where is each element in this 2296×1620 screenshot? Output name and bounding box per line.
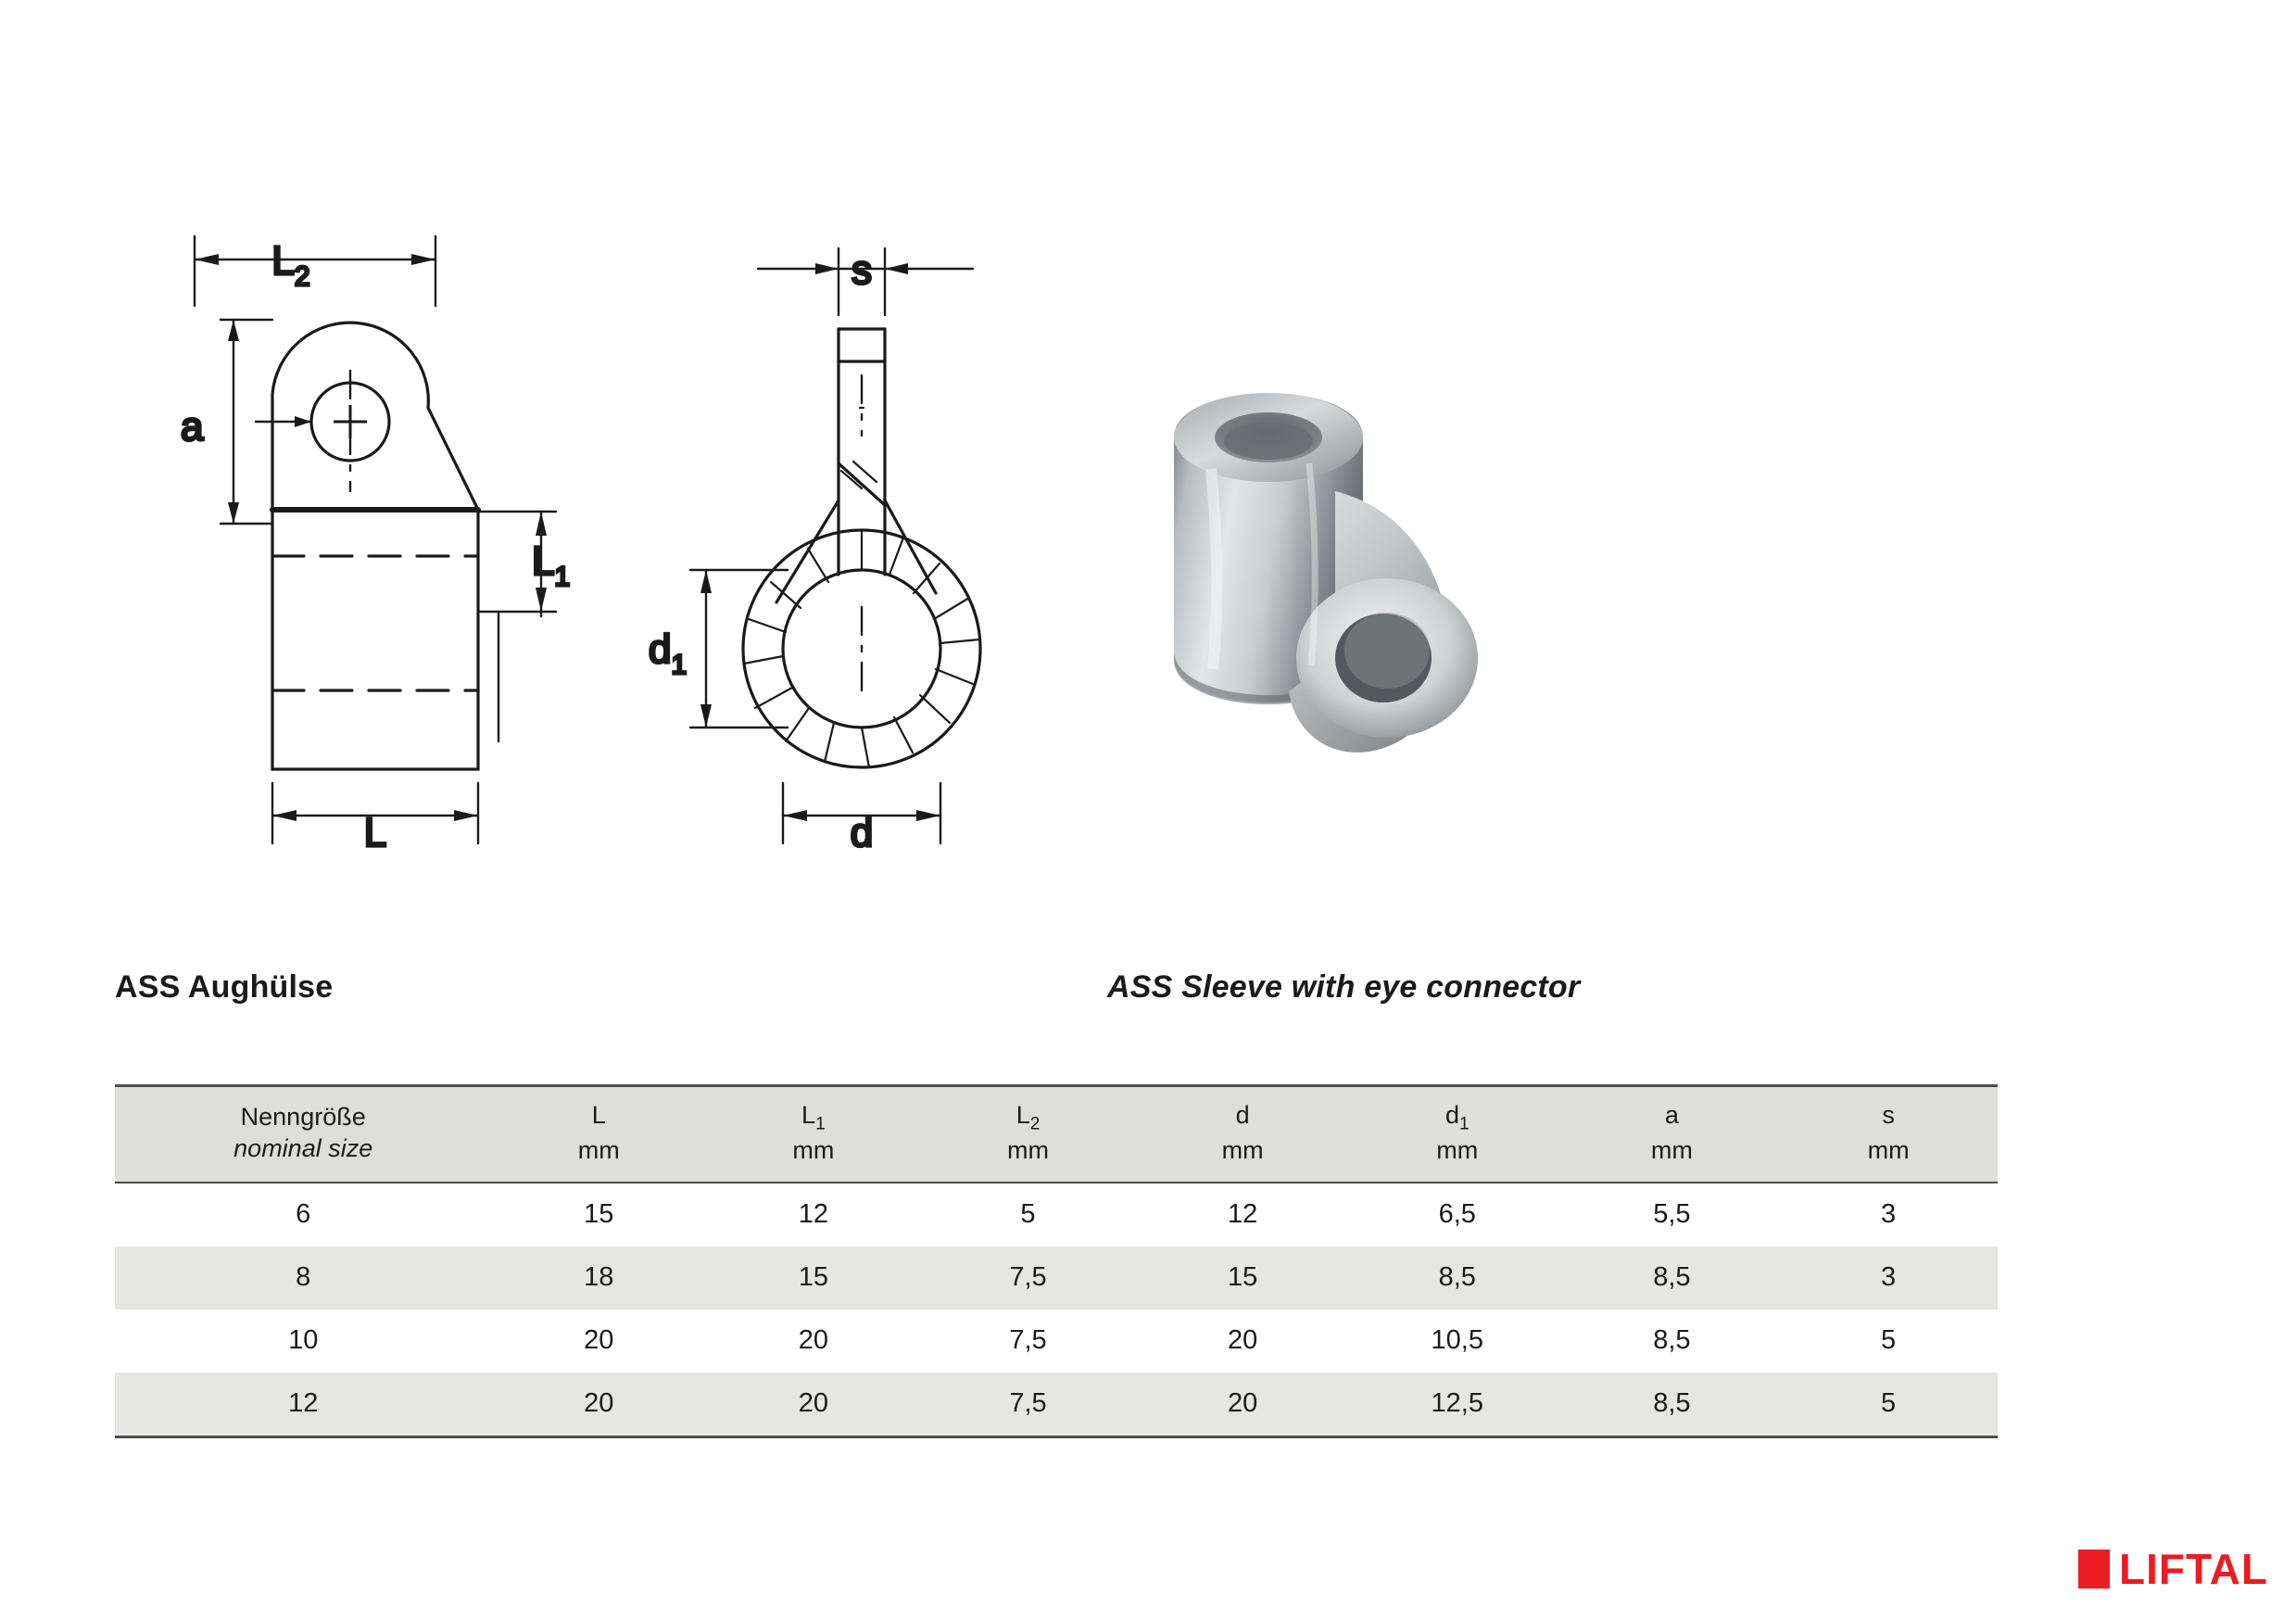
header-nominal-size-de: Nenngröße	[240, 1103, 366, 1132]
cell-value: 12	[706, 1183, 921, 1247]
product-photo-svg	[1154, 380, 1802, 778]
cell-value: 8,5	[1565, 1310, 1780, 1373]
cell-value: 20	[706, 1373, 921, 1436]
header-l	[491, 1086, 706, 1183]
cell-nominal-size: 10	[115, 1310, 491, 1373]
label-l2: $L_2$	[271, 238, 310, 292]
cell-value: 12,5	[1350, 1373, 1565, 1436]
header-s	[1779, 1086, 1998, 1183]
cell-value: 12	[1135, 1183, 1350, 1247]
cell-value: 20	[491, 1310, 706, 1373]
cell-value: 8,5	[1565, 1247, 1780, 1310]
table-bottom-rule	[115, 1436, 1998, 1438]
cell-value: 20	[491, 1373, 706, 1436]
dim-d1	[690, 570, 788, 728]
header-d1	[1350, 1086, 1565, 1183]
spec-table-header-row	[115, 1086, 1998, 1183]
cell-value: 3	[1779, 1247, 1998, 1310]
header-l1	[706, 1086, 921, 1183]
label-l: L	[363, 810, 387, 855]
cell-value: 20	[1135, 1310, 1350, 1373]
cell-value: 20	[706, 1310, 921, 1373]
caption-german: ASS Aughülse	[115, 969, 334, 1005]
front-view-center-cross	[334, 405, 367, 438]
header-l-unit: mm	[577, 1136, 620, 1165]
cell-nominal-size: 8	[115, 1247, 491, 1310]
header-l-symbol: L	[591, 1101, 606, 1129]
cell-value: 3	[1779, 1183, 1998, 1247]
table-row	[115, 1183, 1998, 1247]
label-s: s	[852, 247, 872, 293]
table-row	[115, 1310, 1998, 1373]
header-nominal-size-en: nominal size	[233, 1133, 373, 1162]
cell-value: 18	[491, 1247, 706, 1310]
cell-value: 5	[1779, 1310, 1998, 1373]
label-d1: $d_1$	[649, 626, 688, 680]
header-l2-symbol: $L_2$	[1016, 1101, 1041, 1134]
cell-value: 8,5	[1350, 1247, 1565, 1310]
spec-table	[115, 1084, 1998, 1436]
header-d1-unit: mm	[1436, 1136, 1479, 1165]
header-s-symbol: s	[1882, 1101, 1895, 1129]
header-a-unit: mm	[1650, 1136, 1693, 1165]
logo-wordmark: LIFTAL	[2119, 1545, 2268, 1593]
cell-value: 8,5	[1565, 1373, 1780, 1436]
label-d: d	[850, 810, 874, 855]
dim-a	[221, 320, 311, 524]
cell-value: 5,5	[1565, 1183, 1780, 1247]
header-l1-unit: mm	[792, 1136, 835, 1165]
cell-value: 10,5	[1350, 1310, 1565, 1373]
front-view-outline	[272, 323, 478, 769]
label-a: a	[181, 404, 204, 449]
spec-table-body	[115, 1183, 1998, 1436]
header-d	[1135, 1086, 1350, 1183]
spec-table-wrapper	[115, 1084, 1998, 1438]
cell-value: 15	[706, 1247, 921, 1310]
header-d-unit: mm	[1221, 1136, 1264, 1165]
cell-value: 7,5	[921, 1310, 1136, 1373]
cell-value: 15	[491, 1183, 706, 1247]
table-row	[115, 1373, 1998, 1436]
liftal-logo	[2078, 1545, 2268, 1593]
caption-english: ASS Sleeve with eye connector	[1107, 969, 1581, 1005]
header-a-symbol: a	[1664, 1101, 1679, 1129]
header-d-symbol: d	[1235, 1101, 1250, 1129]
header-d1-symbol: $d_1$	[1444, 1101, 1470, 1134]
front-view-hidden-lines	[272, 556, 478, 690]
header-l2-unit: mm	[1007, 1136, 1049, 1165]
sleeve-bore-inner	[1224, 423, 1313, 460]
cell-value: 20	[1135, 1373, 1350, 1436]
cell-value: 15	[1135, 1247, 1350, 1310]
label-l1: $L_1$	[532, 538, 571, 592]
table-row	[115, 1247, 1998, 1310]
cell-value: 5	[921, 1183, 1136, 1247]
cell-nominal-size: 6	[115, 1183, 491, 1247]
logo-square-icon	[2078, 1550, 2110, 1588]
cell-value: 7,5	[921, 1247, 1136, 1310]
header-s-unit: mm	[1867, 1136, 1910, 1165]
dim-l2	[195, 236, 435, 306]
cell-value: 5	[1779, 1373, 1998, 1436]
header-a	[1565, 1086, 1780, 1183]
header-l2	[921, 1086, 1136, 1183]
cell-value: 7,5	[921, 1373, 1136, 1436]
spec-table-head	[115, 1086, 1998, 1183]
cell-value: 6,5	[1350, 1183, 1565, 1247]
product-photo	[1154, 380, 1802, 778]
header-nominal-size	[115, 1086, 491, 1183]
cell-nominal-size: 12	[115, 1373, 491, 1436]
eye-hole-highlight	[1344, 613, 1430, 689]
header-l1-symbol: $L_1$	[801, 1101, 826, 1134]
